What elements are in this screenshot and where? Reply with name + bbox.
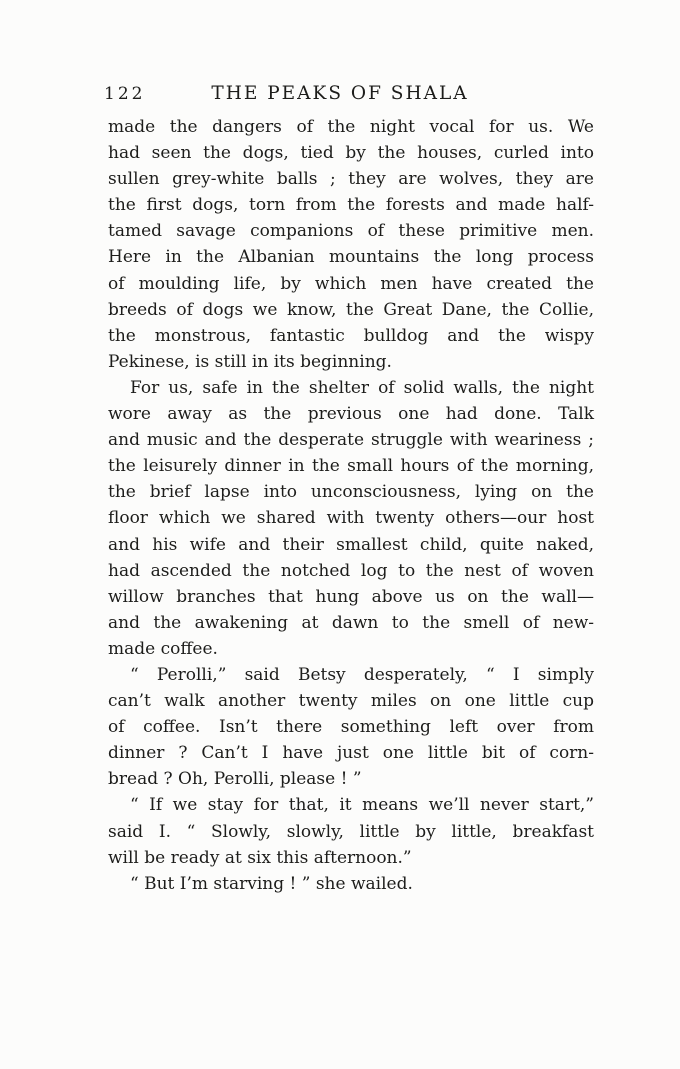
paragraph [108,375,594,662]
paragraph [108,871,594,897]
text-line: willow branches that hung above us on the wall— [108,586,594,607]
text-line: and music and the desperate struggle with weariness ; [108,430,594,451]
text-line: For us, safe in the shelter of solid walls, the night [130,377,594,398]
text-line: breeds of dogs we know, the Great Dane, the Collie, [108,299,594,320]
text-line: sullen grey-white balls ; they are wolves, they are [108,169,594,190]
text-line: said I. “ Slowly, slowly, little by little, breakfast [108,821,594,842]
text-line: and the awakening at dawn to the smell of new- [108,612,594,633]
page-title: THE PEAKS OF SHALA [211,83,469,104]
text-line: of coffee. Isn’t there something left over from [108,717,594,738]
text-line: the leisurely dinner in the small hours of the morning, [108,456,594,477]
paragraph [108,662,594,792]
page-number: 122 [104,84,146,104]
paragraph [108,114,594,375]
text-line: “ Perolli,” said Betsy desperately, “ I simply [130,664,594,685]
text-line: “ If we stay for that, it means we’ll never start,” [130,795,594,816]
text-line: Here in the Albanian mountains the long process [108,247,594,268]
text-line: the brief lapse into unconsciousness, lying on the [108,482,594,503]
text-line: dinner ? Can’t I have just one little bit of corn- [108,743,594,764]
text-line: and his wife and their smallest child, quite naked, [108,534,594,555]
paragraph [108,792,594,870]
text-line: had ascended the notched log to the nest of woven [108,560,594,581]
text-block [108,114,594,897]
text-line: will be ready at six this afternoon.” [108,847,412,868]
text-line: wore away as the previous one had done. Talk [108,404,594,425]
text-line: “ But I’m starving ! ” she wailed. [130,873,413,894]
text-line: Pekinese, is still in its beginning. [108,351,392,372]
text-line: the first dogs, torn from the forests and made half- [108,195,594,216]
text-line: bread ? Oh, Perolli, please ! ” [108,769,362,790]
text-line: had seen the dogs, tied by the houses, curled into [108,143,594,164]
text-line: made coffee. [108,638,218,659]
text-line: tamed savage companions of these primitive men. [108,221,594,242]
text-line: the monstrous, fantastic bulldog and the wispy [108,325,594,346]
text-line: of moulding life, by which men have created the [108,273,594,294]
text-line: floor which we shared with twenty others—our host [108,508,594,529]
text-line: made the dangers of the night vocal for us. We [108,117,594,137]
text-line: can’t walk another twenty miles on one little cup [108,691,594,712]
